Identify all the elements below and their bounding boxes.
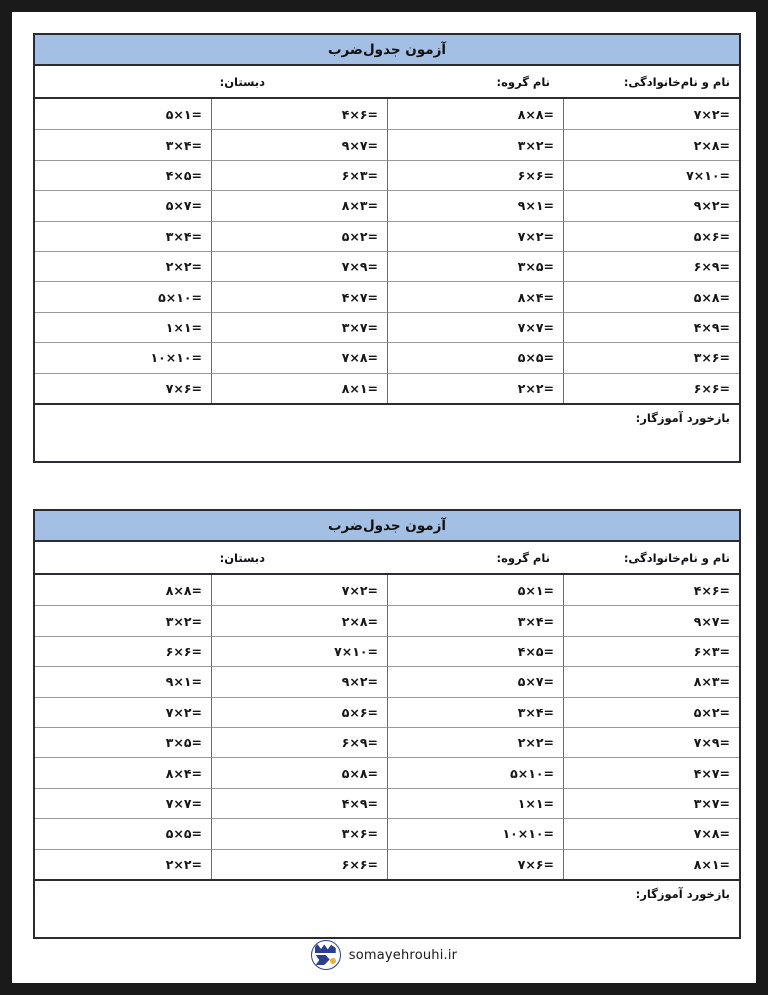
worksheet-sheet-1 [33,33,741,463]
problem-expression: ۵×۷= [517,674,554,690]
problem-cell[interactable] [211,636,387,666]
student-info-row [35,66,739,99]
problem-expression: ۹×۷= [693,613,730,629]
problem-cell[interactable] [35,373,211,403]
problem-cell[interactable] [211,788,387,818]
problem-expression: ۴×۶= [341,106,378,122]
problem-cell[interactable] [563,666,739,696]
problem-expression: ۱۰×۱۰= [150,350,202,366]
problem-cell[interactable] [387,221,563,251]
problem-expression: ۱۰×۱۰= [502,826,554,842]
problem-row [35,190,739,220]
problem-expression: ۹×۲= [693,198,730,214]
problem-cell[interactable] [35,727,211,757]
problem-row [35,575,739,605]
problem-expression: ۵×۵= [165,826,202,842]
problem-expression: ۷×۶= [165,380,202,396]
problem-row [35,818,739,848]
problem-expression: ۳×۵= [517,259,554,275]
problem-cell[interactable] [211,373,387,403]
problem-cell[interactable] [387,160,563,190]
problem-cell[interactable] [387,727,563,757]
problem-cell[interactable] [563,281,739,311]
problem-cell[interactable] [387,697,563,727]
problem-expression: ۸×۱= [693,856,730,872]
problem-expression: ۷×۲= [517,228,554,244]
problem-expression: ۵×۱= [165,106,202,122]
problem-cell[interactable] [211,757,387,787]
problem-cell[interactable] [563,636,739,666]
problem-grid-1 [35,99,739,403]
problem-expression: ۸×۳= [693,674,730,690]
problem-expression: ۴×۷= [693,765,730,781]
problem-cell[interactable] [563,575,739,605]
problem-cell[interactable] [387,757,563,787]
problem-expression: ۷×۲= [693,106,730,122]
problem-expression: ۲×۲= [165,856,202,872]
problem-cell[interactable] [211,342,387,372]
problem-cell[interactable] [211,727,387,757]
problem-expression: ۶×۹= [341,735,378,751]
problem-expression: ۳×۶= [341,826,378,842]
field-school[interactable]: دبستان: [219,74,265,89]
sheet-title-band [35,35,739,66]
problem-expression: ۵×۲= [693,704,730,720]
problem-expression: ۱×۱= [517,795,554,811]
problem-expression: ۳×۴= [165,137,202,153]
problem-grid-2 [35,575,739,879]
problem-cell[interactable] [563,727,739,757]
problem-expression: ۶×۶= [693,380,730,396]
problem-cell[interactable] [35,160,211,190]
problem-expression: ۲×۸= [341,613,378,629]
field-group-name[interactable]: نام گروه: [496,74,550,89]
problem-cell[interactable] [211,666,387,696]
problem-expression: ۷×۷= [517,319,554,335]
problem-expression: ۲×۸= [693,137,730,153]
problem-cell[interactable] [211,312,387,342]
problem-expression: ۳×۵= [165,735,202,751]
problem-cell[interactable] [563,818,739,848]
problem-cell[interactable] [35,666,211,696]
problem-expression: ۵×۶= [693,228,730,244]
somayeh-rouhi-logo-icon [311,940,341,970]
problem-cell[interactable] [211,575,387,605]
problem-expression: ۹×۲= [341,674,378,690]
problem-cell[interactable] [35,99,211,129]
problem-cell[interactable] [387,251,563,281]
page-footer [12,940,756,970]
problem-expression: ۷×۸= [341,350,378,366]
problem-cell[interactable] [211,605,387,635]
problem-row [35,605,739,635]
problem-expression: ۲×۲= [165,259,202,275]
problem-expression: ۷×۸= [693,826,730,842]
problem-cell[interactable] [387,575,563,605]
problem-expression: ۵×۱= [517,582,554,598]
problem-expression: ۸×۳= [341,198,378,214]
problem-cell[interactable] [387,605,563,635]
problem-cell[interactable] [563,697,739,727]
feedback-label: بازخورد آموزگار: [635,886,730,901]
problem-row [35,788,739,818]
problem-cell[interactable] [563,99,739,129]
problem-cell[interactable] [387,373,563,403]
problem-cell[interactable] [387,788,563,818]
problem-cell[interactable] [35,312,211,342]
problem-cell[interactable] [563,129,739,159]
problem-cell[interactable] [35,636,211,666]
problem-expression: ۴×۶= [693,582,730,598]
problem-expression: ۳×۲= [165,613,202,629]
problem-expression: ۸×۸= [517,106,554,122]
problem-expression: ۴×۵= [165,167,202,183]
problem-cell[interactable] [211,849,387,879]
problem-row [35,251,739,281]
problem-expression: ۸×۴= [165,765,202,781]
problem-row [35,666,739,696]
problem-expression: ۶×۳= [693,643,730,659]
problem-expression: ۶×۶= [341,856,378,872]
problem-cell[interactable] [35,281,211,311]
problem-cell[interactable] [211,221,387,251]
problem-expression: ۳×۲= [517,137,554,153]
feedback-label: بازخورد آموزگار: [635,410,730,425]
problem-expression: ۴×۹= [341,795,378,811]
problem-cell[interactable] [387,281,563,311]
problem-cell[interactable] [35,342,211,372]
worksheet-page [12,12,756,983]
problem-row [35,757,739,787]
sheet-title: آزمون جدول‌ضرب [327,517,447,534]
problem-cell[interactable] [563,849,739,879]
problem-expression: ۷×۷= [165,795,202,811]
problem-cell[interactable] [563,342,739,372]
problem-cell[interactable] [211,281,387,311]
problem-cell[interactable] [563,160,739,190]
problem-row [35,373,739,403]
problem-expression: ۵×۷= [165,198,202,214]
teacher-feedback-box-2[interactable] [35,879,739,937]
problem-row [35,312,739,342]
problem-cell[interactable] [387,342,563,372]
problem-expression: ۲×۲= [517,735,554,751]
problem-cell[interactable] [35,251,211,281]
problem-expression: ۷×۹= [693,735,730,751]
problem-expression: ۶×۹= [693,259,730,275]
problem-cell[interactable] [211,251,387,281]
problem-cell[interactable] [387,190,563,220]
problem-row [35,636,739,666]
problem-expression: ۷×۱۰= [334,643,378,659]
problem-cell[interactable] [35,190,211,220]
problem-cell[interactable] [563,605,739,635]
problem-cell[interactable] [35,129,211,159]
problem-expression: ۳×۷= [693,795,730,811]
problem-cell[interactable] [387,818,563,848]
student-info-row [35,542,739,575]
problem-expression: ۴×۹= [693,319,730,335]
problem-expression: ۶×۶= [165,643,202,659]
problem-cell[interactable] [563,312,739,342]
problem-row [35,160,739,190]
problem-expression: ۷×۶= [517,856,554,872]
problem-row [35,99,739,129]
problem-expression: ۶×۶= [517,167,554,183]
problem-row [35,727,739,757]
problem-expression: ۵×۸= [341,765,378,781]
problem-cell[interactable] [35,849,211,879]
problem-cell[interactable] [563,190,739,220]
problem-expression: ۷×۲= [165,704,202,720]
problem-expression: ۳×۶= [693,350,730,366]
problem-cell[interactable] [387,666,563,696]
problem-expression: ۹×۱= [517,198,554,214]
problem-cell[interactable] [387,99,563,129]
sheet-title: آزمون جدول‌ضرب [327,41,447,58]
problem-expression: ۵×۶= [341,704,378,720]
problem-cell[interactable] [211,160,387,190]
problem-cell[interactable] [35,697,211,727]
problem-expression: ۵×۱۰= [158,289,202,305]
problem-expression: ۴×۵= [517,643,554,659]
problem-expression: ۴×۷= [341,289,378,305]
problem-cell[interactable] [387,312,563,342]
problem-row [35,221,739,251]
problem-cell[interactable] [563,221,739,251]
problem-cell[interactable] [35,788,211,818]
problem-expression: ۳×۴= [517,704,554,720]
problem-expression: ۲×۲= [517,380,554,396]
problem-cell[interactable] [35,575,211,605]
problem-expression: ۱×۱= [165,319,202,335]
problem-cell[interactable] [211,697,387,727]
problem-cell[interactable] [387,636,563,666]
problem-row [35,342,739,372]
problem-row [35,697,739,727]
worksheet-sheet-2 [33,509,741,939]
problem-expression: ۸×۱= [341,380,378,396]
field-family-name[interactable]: نام و نام‌خانوادگی: [623,74,730,89]
problem-cell[interactable] [387,849,563,879]
field-family-name[interactable]: نام و نام‌خانوادگی: [623,550,730,565]
problem-expression: ۳×۴= [165,228,202,244]
sheet-title-band [35,511,739,542]
problem-expression: ۸×۴= [517,289,554,305]
problem-cell[interactable] [211,99,387,129]
field-school[interactable]: دبستان: [219,550,265,565]
problem-cell[interactable] [211,818,387,848]
problem-expression: ۶×۳= [341,167,378,183]
teacher-feedback-box-1[interactable] [35,403,739,461]
problem-expression: ۵×۵= [517,350,554,366]
problem-cell[interactable] [563,251,739,281]
problem-cell[interactable] [211,190,387,220]
problem-expression: ۵×۲= [341,228,378,244]
problem-expression: ۵×۱۰= [510,765,554,781]
problem-expression: ۸×۸= [165,582,202,598]
problem-cell[interactable] [563,757,739,787]
problem-expression: ۳×۴= [517,613,554,629]
problem-cell[interactable] [387,129,563,159]
problem-cell[interactable] [563,373,739,403]
problem-expression: ۷×۱۰= [686,167,730,183]
footer-site-url: somayehrouhi.ir [348,947,458,963]
problem-cell[interactable] [35,818,211,848]
problem-cell[interactable] [563,788,739,818]
problem-cell[interactable] [211,129,387,159]
problem-cell[interactable] [35,757,211,787]
problem-row [35,281,739,311]
problem-expression: ۳×۷= [341,319,378,335]
problem-expression: ۹×۷= [341,137,378,153]
field-group-name[interactable]: نام گروه: [496,550,550,565]
problem-cell[interactable] [35,605,211,635]
problem-row [35,129,739,159]
problem-expression: ۷×۹= [341,259,378,275]
problem-cell[interactable] [35,221,211,251]
problem-expression: ۹×۱= [165,674,202,690]
problem-row [35,849,739,879]
problem-expression: ۷×۲= [341,582,378,598]
problem-expression: ۵×۸= [693,289,730,305]
